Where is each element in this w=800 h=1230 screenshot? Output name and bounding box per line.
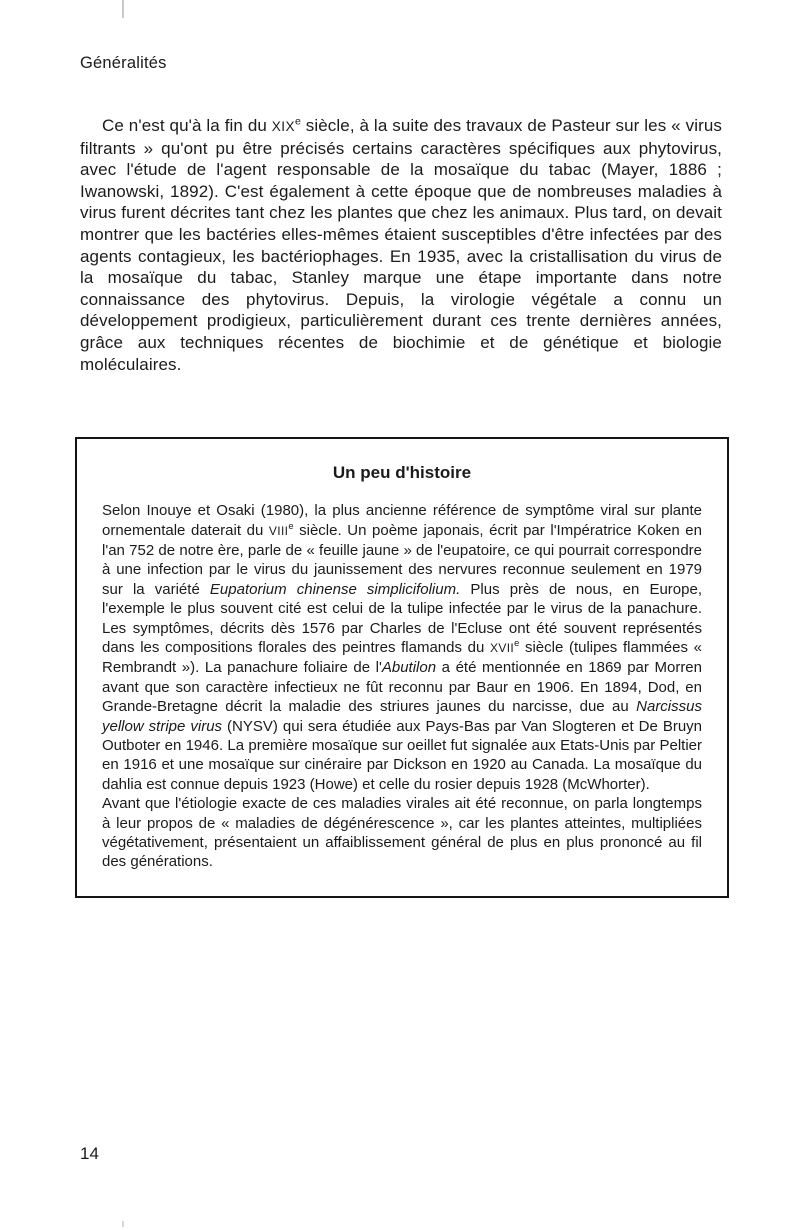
scan-artifact (122, 0, 124, 18)
page-content (0, 54, 800, 898)
history-box (75, 437, 729, 898)
section-header: Généralités (80, 54, 167, 72)
intro-paragraph: Ce n'est qu'à la fin du XIXe siècle, à la suite des travaux de Pasteur sur les « virus filtrants » qu'ont pu être précisés certains caractères spécifiques aux phytovirus, avec l'étude de l'agent responsable de la mosaïque du tabac (Mayer, 1886 ; Iwanowski, 1892). C'est également à cette époque que de nombreuses maladies à virus furent décrites tant chez les plantes que chez les animaux. Plus tard, on devait montrer que les bactéries elles-mêmes étaient susceptibles d'être infectées par des agents contagieux, les bactériophages. En 1935, avec la cristallisation du virus de la mosaïque du tabac, Stanley marque une étape importante dans notre connaissance des phytovirus. Depuis, la virologie végétale a connu un développement prodigieux, particulièrement durant ces trente dernières années, grâce aux techniques récentes de biochimie et de génétique et biologie moléculaires. (80, 115, 722, 374)
page-number: 14 (80, 1144, 99, 1163)
scan-artifact (122, 1221, 124, 1227)
history-box-title: Un peu d'histoire (332, 463, 472, 483)
history-box-paragraph-2: Avant que l'étiologie exacte de ces maladies virales ait été reconnue, on parla longtemps à leur propos de « maladies de dégénérescence », car les plantes atteintes, multipliées végétativement, présentaient un affaiblissement général de plus en plus prononcé au fil des générations. (102, 795, 702, 871)
history-box-paragraph-1: Selon Inouye et Osaki (1980), la plus ancienne référence de symptôme viral sur plante ornementale daterait du VIIIe siècle. Un poème japonais, écrit par l'Impératrice Koken en l'an 752 de notre ère, parle de « feuille jaune » de l'eupatoire, ce qui pourrait correspondre à une infection par le virus du jaunissement des nervures reconnue seulement en 1979 sur la variété Eupatorium chinense simplicifolium. Plus près de nous, en Europe, l'exemple le plus souvent cité est celui de la tulipe infectée par le virus de la panachure. Les symptômes, décrits dès 1576 par Charles de l'Ecluse ont été souvent représentés dans les compositions florales des peintres flamands du XVIIe siècle (tulipes flammées « Rembrandt »). La panachure foliaire de l'Abutilon a été mentionnée en 1869 par Morren avant que son caractère infectieux ne fût reconnu par Baur en 1906. En 1894, Dod, en Grande-Bretagne décrit la maladie des striures jaunes du narcisse, due au Narcissus yellow stripe virus (NYSV) qui sera étudiée aux Pays-Bas par Van Slogteren et De Bruyn Outboter en 1946. La première mosaïque sur oeillet fut signalée aux Etats-Unis par Peltier en 1916 et une mosaïque sur cinéraire par Dickson en 1920 au Canada. La mosaïque du dahlia est connue depuis 1923 (Howe) et celle du rosier depuis 1928 (McWhorter). (102, 502, 703, 793)
